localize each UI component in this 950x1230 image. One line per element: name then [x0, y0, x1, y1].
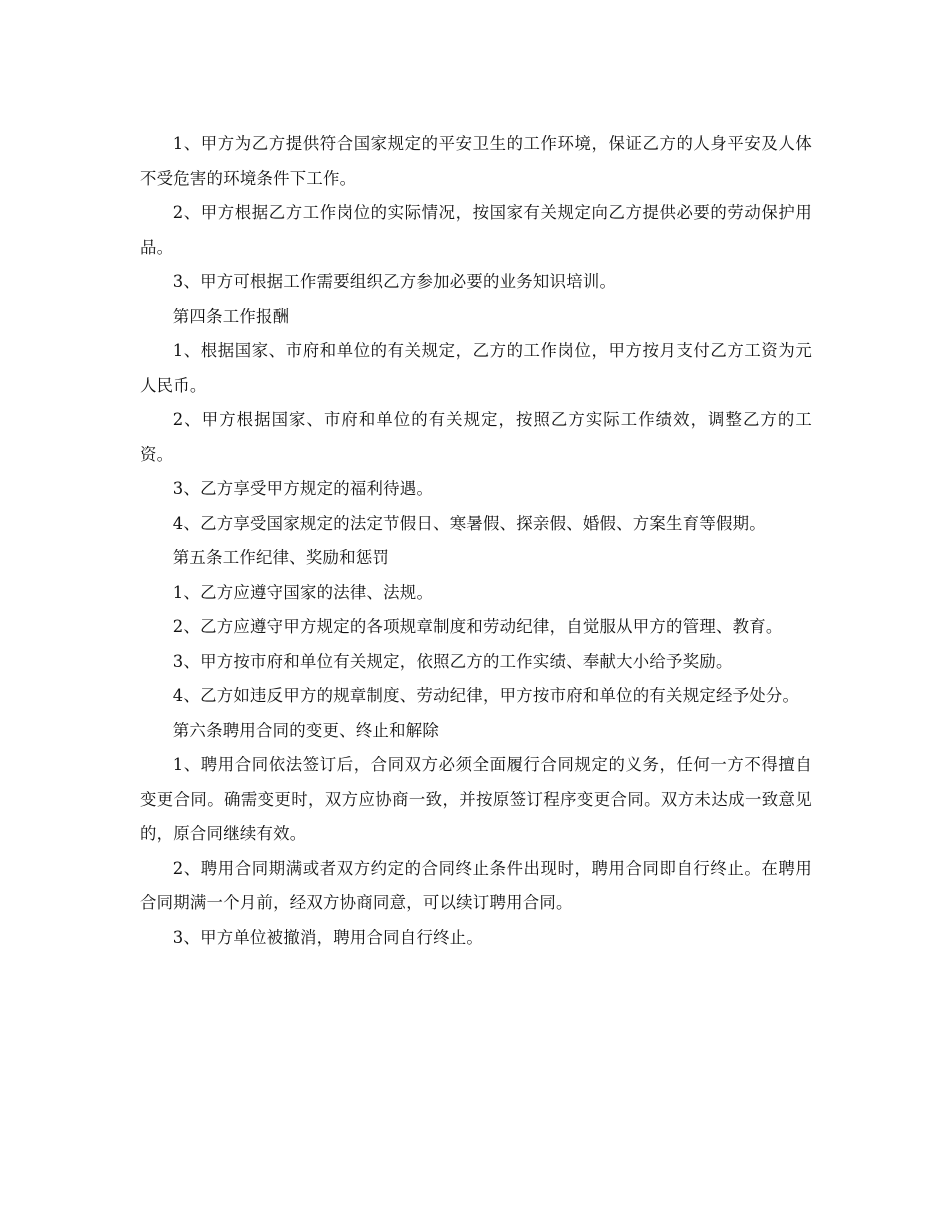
clause-paragraph: 2、甲方根据国家、市府和单位的有关规定，按照乙方实际工作绩效，调整乙方的工资。: [140, 410, 812, 464]
section-heading: 第四条工作报酬: [172, 306, 290, 326]
clause-paragraph: 1、甲方为乙方提供符合国家规定的平安卫生的工作环境，保证乙方的人身平安及人体不受危害的环境条件下工作。: [140, 134, 812, 188]
clause-paragraph: 2、聘用合同期满或者双方约定的合同终止条件出现时，聘用合同即自行终止。在聘用合同期满一个月前，经双方协商同意，可以续订聘用合同。: [140, 858, 812, 912]
section-heading: 第六条聘用合同的变更、终止和解除: [172, 720, 440, 740]
clause-paragraph: 3、甲方单位被撤消，聘用合同自行终止。: [172, 927, 484, 947]
clause-paragraph: 1、根据国家、市府和单位的有关规定，乙方的工作岗位，甲方按月支付乙方工资为元人民币。: [140, 341, 812, 395]
clause-paragraph: 1、乙方应遵守国家的法律、法规。: [172, 582, 434, 602]
clause-paragraph: 4、乙方如违反甲方的规章制度、劳动纪律，甲方按市府和单位的有关规定经予处分。: [172, 686, 800, 705]
clause-paragraph: 1、聘用合同依法签订后，合同双方必须全面履行合同规定的义务，任何一方不得擅自变更合同。确需变更时，双方应协商一致，并按原签订程序变更合同。双方未达成一致意见的，原合同继续有效。: [140, 755, 812, 843]
clause-paragraph: 3、乙方享受甲方规定的福利待遇。: [172, 479, 434, 498]
document-body: [140, 127, 812, 955]
clause-paragraph: 4、乙方享受国家规定的法定节假日、寒暑假、探亲假、婚假、方案生育等假期。: [172, 513, 766, 533]
clause-paragraph: 2、乙方应遵守甲方规定的各项规章制度和劳动纪律，自觉服从甲方的管理、教育。: [172, 617, 783, 636]
clause-paragraph: 2、甲方根据乙方工作岗位的实际情况，按国家有关规定向乙方提供必要的劳动保护用品。: [140, 203, 812, 257]
clause-paragraph: 3、甲方按市府和单位有关规定，依照乙方的工作实绩、奉献大小给予奖励。: [172, 651, 733, 671]
section-heading: 第五条工作纪律、奖励和惩罚: [172, 548, 390, 567]
clause-paragraph: 3、甲方可根据工作需要组织乙方参加必要的业务知识培训。: [172, 272, 617, 291]
